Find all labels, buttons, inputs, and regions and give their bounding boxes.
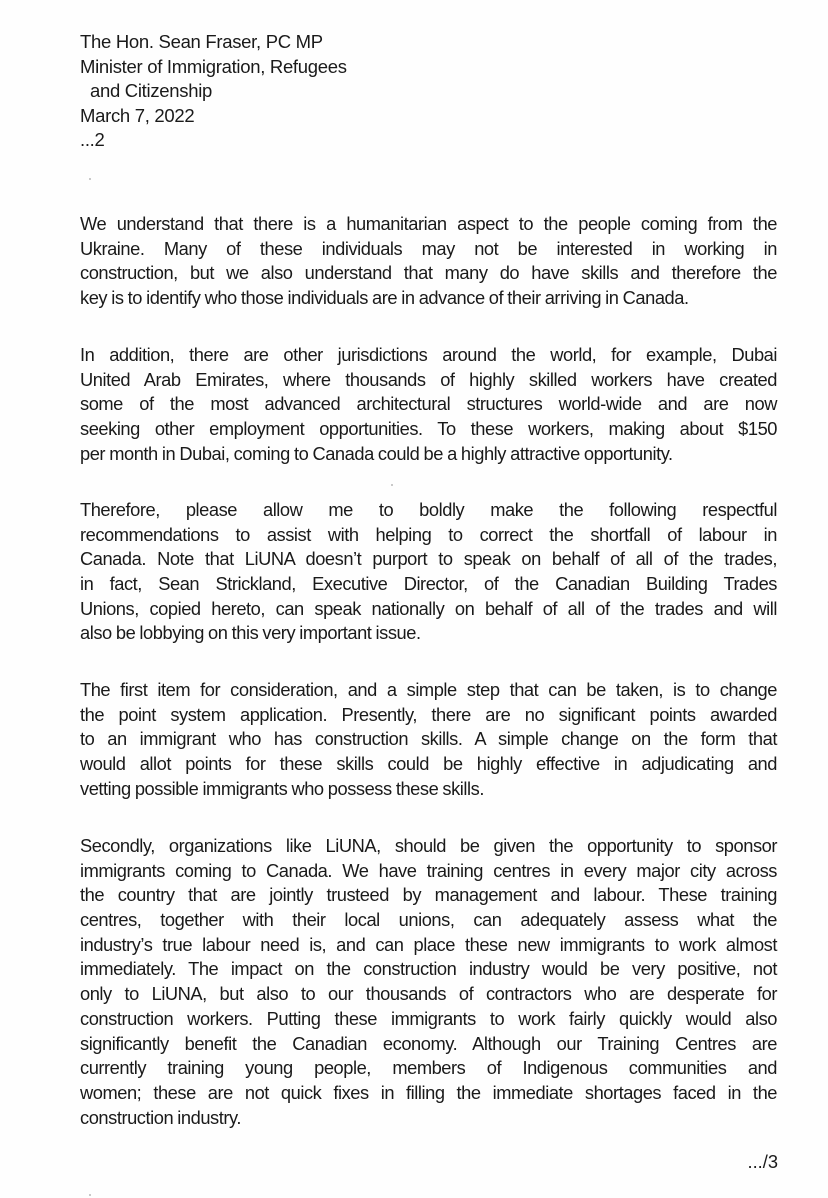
paragraph-line: Secondly, organizations like LiUNA, should be given the opportunity to sponsor	[80, 835, 777, 856]
paragraph-line: per month in Dubai, coming to Canada could be a highly attractive opportunity.	[80, 442, 673, 464]
page-reference: ...2	[80, 129, 105, 151]
scan-speck	[89, 178, 91, 180]
paragraph-line: women; these are not quick fixes in filling the immediate shortages faced in the	[80, 1081, 777, 1103]
paragraph-line: Canada. Note that LiUNA doesn’t purport to speak on behalf of all of the trades,	[80, 548, 777, 570]
paragraph-line: seeking other employment opportunities. To these workers, making about $150	[80, 418, 777, 440]
scan-speck	[89, 1194, 91, 1196]
paragraph-line: some of the most advanced architectural structures world-wide and are now	[80, 393, 777, 415]
recipient-name: The Hon. Sean Fraser, PC MP	[80, 31, 323, 52]
recipient-title-line-2: and Citizenship	[90, 80, 212, 102]
paragraph-line: currently training young people, members of Indigenous communities and	[80, 1057, 777, 1079]
paragraph-line: to an immigrant who has construction skills. A simple change on the form that	[80, 728, 777, 750]
recipient-title-line-1: Minister of Immigration, Refugees	[80, 55, 347, 77]
paragraph-line: The first item for consideration, and a simple step that can be taken, is to change	[80, 679, 777, 700]
letter-date: March 7, 2022	[80, 104, 195, 126]
scan-speck	[391, 484, 393, 486]
paragraph-other-jurisdictions	[80, 343, 777, 466]
paragraph-line: Unions, copied hereto, can speak nationally on behalf of all of the trades and will	[80, 597, 777, 619]
paragraph-line: industry’s true labour need is, and can place these new immigrants to work almost	[80, 933, 777, 955]
paragraph-line: would allot points for these skills could be highly effective in adjudicating and	[80, 753, 777, 775]
paragraph-line: the point system application. Presently, there are no significant points awarded	[80, 703, 777, 725]
paragraph-line: in fact, Sean Strickland, Executive Director, of the Canadian Building Trades	[80, 573, 777, 595]
paragraph-ukraine-humanitarian	[80, 212, 777, 311]
paragraph-line: United Arab Emirates, where thousands of highly skilled workers have created	[80, 368, 777, 390]
paragraph-line: Ukraine. Many of these individuals may not be interested in working in	[80, 237, 777, 259]
paragraph-sponsorship	[80, 834, 777, 1130]
paragraph-point-system	[80, 678, 777, 801]
paragraph-line: the country that are jointly trusteed by management and labour. These training	[80, 884, 777, 906]
paragraph-line: Therefore, please allow me to boldly make the following respectful	[80, 499, 777, 520]
paragraph-line: immigrants coming to Canada. We have training centres in every major city across	[80, 859, 777, 881]
paragraph-line: significantly benefit the Canadian economy. Although our Training Centres are	[80, 1032, 777, 1054]
paragraph-line: construction industry.	[80, 1106, 241, 1128]
paragraph-line: key is to identify who those individuals are in advance of their arriving in Canada.	[80, 287, 689, 309]
paragraph-line: centres, together with their local unions, can adequately assess what the	[80, 909, 777, 931]
paragraph-recommendations	[80, 498, 777, 646]
letter-header	[80, 30, 347, 153]
paragraph-line: In addition, there are other jurisdictions around the world, for example, Dubai	[80, 344, 777, 365]
paragraph-line: only to LiUNA, but also to our thousands of contractors who are desperate for	[80, 983, 777, 1005]
paragraph-line: vetting possible immigrants who possess these skills.	[80, 777, 484, 799]
paragraph-line: recommendations to assist with helping to correct the shortfall of labour in	[80, 523, 777, 545]
continued-marker: .../3	[747, 1151, 778, 1172]
paragraph-line: immediately. The impact on the construction industry would be very positive, not	[80, 958, 777, 980]
paragraph-line: construction workers. Putting these immigrants to work fairly quickly would also	[80, 1007, 777, 1029]
paragraph-line: We understand that there is a humanitarian aspect to the people coming from the	[80, 213, 777, 234]
paragraph-line: also be lobbying on this very important issue.	[80, 622, 421, 644]
paragraph-line: construction, but we also understand that many do have skills and therefore the	[80, 262, 777, 284]
